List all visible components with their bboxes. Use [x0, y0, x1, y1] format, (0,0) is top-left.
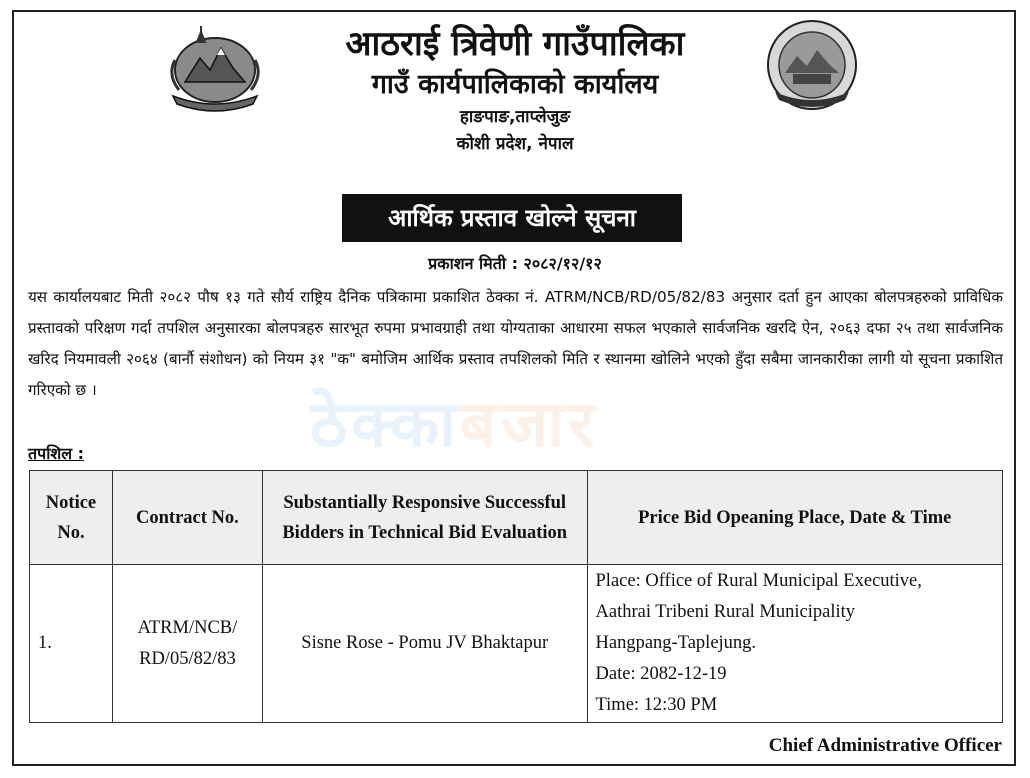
table-header-row [30, 471, 1003, 565]
office-name: गाउँ कार्यपालिकाको कार्यालय [371, 69, 659, 100]
contract-line-1: ATRM/NCB/ [137, 617, 238, 638]
place-line-2: Aathrai Tribeni Rural Municipality [595, 602, 856, 622]
header-bidders: Substantially Responsive Successful Bidders in Technical Bid Evaluation [262, 471, 587, 565]
signature: Chief Administrative Officer [768, 735, 1002, 756]
notice-body: यस कार्यालयबाट मिती २०८२ पौष १३ गते सौर्य राष्ट्रिय दैनिक पत्रिकामा प्रकाशित ठेक्का नं. ATRM/NCB/RD/05/82/83 अनुसार दर्ता हुन आएका बोलपत्रहरुको प्राविधिक प्रस्तावको परिक्षण गर्दा तपशिल अनुसारका बोलपत्रहरु सारभूत रुपमा प्रभावग्राही तथा योग्यताका आधारमा सफल भएकाले सार्वजनिक खरदि ऐन, २०६३ दफा २५ तथा सार्वजनिक खरिद नियमावली २०६४ (बार्नौ संशोधन) को नियम ३१ "क" बमोजिम आर्थिक प्रस्ताव तपशिलको मिति र स्थानमा खोलिने भएको हुँदा सबैमा जानकारीका लागी यो सूचना प्रकाशित गरिएको छ । [28, 288, 1003, 399]
table-row [30, 565, 1003, 723]
place-line-1: Place: Office of Rural Municipal Executive, [595, 571, 922, 591]
cell-notice-no: 1. [30, 565, 113, 723]
header-price-bid: Price Bid Opeaning Place, Date & Time [587, 471, 1002, 565]
place-line-3: Hangpang-Taplejung. [595, 633, 757, 653]
address-line-1: हाङपाङ,ताप्लेजुङ [459, 107, 571, 127]
watermark-part-2: बजार [459, 388, 599, 462]
bid-date: Date: 2082-12-19 [595, 664, 727, 684]
watermark [310, 378, 599, 465]
cell-bidder: Sisne Rose - Pomu JV Bhaktapur [262, 565, 587, 723]
contract-line-2: RD/05/82/83 [139, 648, 236, 669]
notice-heading: आर्थिक प्रस्ताव खोल्ने सूचना [342, 194, 682, 242]
bid-time: Time: 12:30 PM [595, 695, 718, 715]
notice-header [0, 22, 1030, 158]
section-label: तपशिल : [28, 444, 85, 463]
publication-date: प्रकाशन मिती : २०८२/१२/१२ [428, 254, 602, 273]
watermark-part-1: ठेक्का [310, 388, 460, 462]
cell-contract-no [112, 565, 262, 723]
address-line-2: कोशी प्रदेश, नेपाल [456, 134, 574, 154]
cell-price-bid [587, 565, 1002, 723]
header-notice-no: Notice No. [30, 471, 113, 565]
header-contract-no: Contract No. [112, 471, 262, 565]
municipality-name: आठराई त्रिवेणी गाउँपालिका [345, 24, 685, 64]
bid-table [29, 470, 1003, 723]
